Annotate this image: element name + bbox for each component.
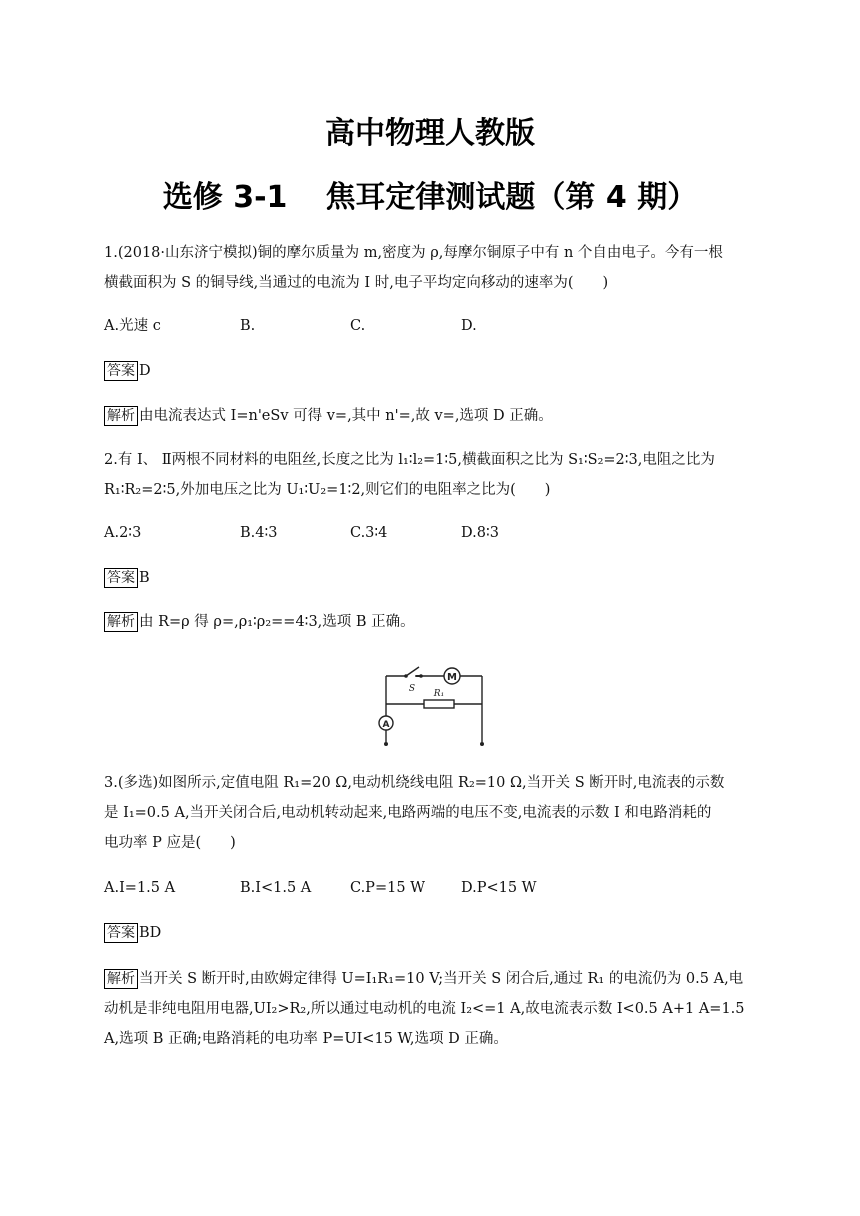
question-1-stem-line-2: 横截面积为 S 的铜导线,当通过的电流为 I 时,电子平均定向移动的速率为( ) [104, 275, 609, 291]
subtitle-course: 选修 3-1 [162, 180, 288, 215]
question-1-option-c: C. [350, 318, 366, 334]
page-title: 高中物理人教版 [325, 116, 535, 151]
analysis-tag: 解析 [104, 406, 138, 426]
question-2-answer [104, 563, 764, 593]
question-3-analysis [104, 964, 764, 1054]
question-2-stem-line-2: R₁∶R₂=2∶5,外加电压之比为 U₁∶U₂=1∶2,则它们的电阻率之比为( ) [104, 482, 551, 498]
question-2-analysis-text: 由 R=ρ 得 ρ=,ρ₁∶ρ₂==4∶3,选项 B 正确。 [139, 614, 415, 630]
question-3-stem-line-1: 3.(多选)如图所示,定值电阻 R₁=20 Ω,电动机绕线电阻 R₂=10 Ω,当开关 S 断开时,电流表的示数 [104, 775, 725, 791]
resistor-r1 [424, 700, 454, 708]
question-3-analysis-line-2: 动机是非纯电阻用电器,UI₂>R₂,所以通过电动机的电流 I₂<=1 A,故电流表示数 I<0.5 A+1 A=1.5 [104, 1001, 745, 1017]
answer-tag: 答案 [104, 568, 138, 588]
question-3-stem [104, 768, 756, 858]
question-3-answer [104, 918, 764, 948]
terminal-right [480, 742, 484, 746]
question-3-option-d: D.P<15 W [461, 880, 537, 896]
resistor-label: R₁ [433, 689, 445, 699]
question-1-option-a: A.光速 c [104, 318, 161, 334]
analysis-tag: 解析 [104, 969, 138, 989]
question-2-option-a: A.2∶3 [104, 525, 142, 541]
answer-tag: 答案 [104, 923, 138, 943]
answer-tag: 答案 [104, 361, 138, 381]
question-3-analysis-line-1 [104, 964, 764, 994]
ammeter-label: A [382, 720, 390, 730]
question-2-answer-value: B [139, 570, 150, 586]
question-2-analysis [104, 607, 764, 637]
page-subtitle [0, 172, 860, 216]
question-3-option-b: B.I<1.5 A [240, 880, 312, 896]
terminal-left [384, 742, 388, 746]
switch-label: S [408, 684, 416, 694]
question-1-analysis-text: 由电流表达式 I=n'eSv 可得 v=,其中 n'=,故 v=,选项 D 正确。 [139, 408, 553, 424]
circuit-diagram [372, 660, 492, 748]
question-2-option-b: B.4∶3 [240, 525, 278, 541]
question-1-answer [104, 356, 764, 386]
subtitle-topic: 焦耳定律测试题（第 4 期） [325, 180, 698, 215]
question-3-options [104, 873, 756, 903]
motor-label: M [447, 672, 457, 683]
question-2-stem [104, 445, 756, 505]
analysis-tag: 解析 [104, 612, 138, 632]
question-1-stem [104, 238, 756, 298]
question-2-stem-line-1: 2.有 Ⅰ、 Ⅱ两根不同材料的电阻丝,长度之比为 l₁∶l₂=1∶5,横截面积之比为 S₁∶S₂=2∶3,电阻之比为 [104, 452, 715, 468]
question-1-stem-line-1: 1.(2018·山东济宁模拟)铜的摩尔质量为 m,密度为 ρ,每摩尔铜原子中有 n 个自由电子。今有一根 [104, 245, 723, 261]
question-3-stem-line-2: 是 I₁=0.5 A,当开关闭合后,电动机转动起来,电路两端的电压不变,电流表的示数 I 和电路消耗的 [104, 805, 712, 821]
question-2-option-c: C.3∶4 [350, 525, 388, 541]
question-3-analysis-text-1: 当开关 S 断开时,由欧姆定律得 U=I₁R₁=10 V;当开关 S 闭合后,通过 R₁ 的电流仍为 0.5 A,电 [139, 971, 744, 987]
question-1-option-d: D. [461, 318, 477, 334]
question-3-answer-value: BD [139, 925, 162, 941]
question-3-stem-line-3: 电功率 P 应是( ) [104, 835, 236, 851]
question-1-answer-value: D [139, 363, 151, 379]
question-3-option-c: C.P=15 W [350, 880, 426, 896]
question-1-option-b: B. [240, 318, 256, 334]
question-2-options [104, 518, 756, 548]
question-3-analysis-line-3: A,选项 B 正确;电路消耗的电功率 P=UI<15 W,选项 D 正确。 [104, 1031, 508, 1047]
question-3-option-a: A.I=1.5 A [104, 880, 176, 896]
question-2-option-d: D.8∶3 [461, 525, 499, 541]
switch-blade [406, 667, 419, 676]
question-1-analysis [104, 401, 764, 431]
question-1-options [104, 311, 756, 341]
